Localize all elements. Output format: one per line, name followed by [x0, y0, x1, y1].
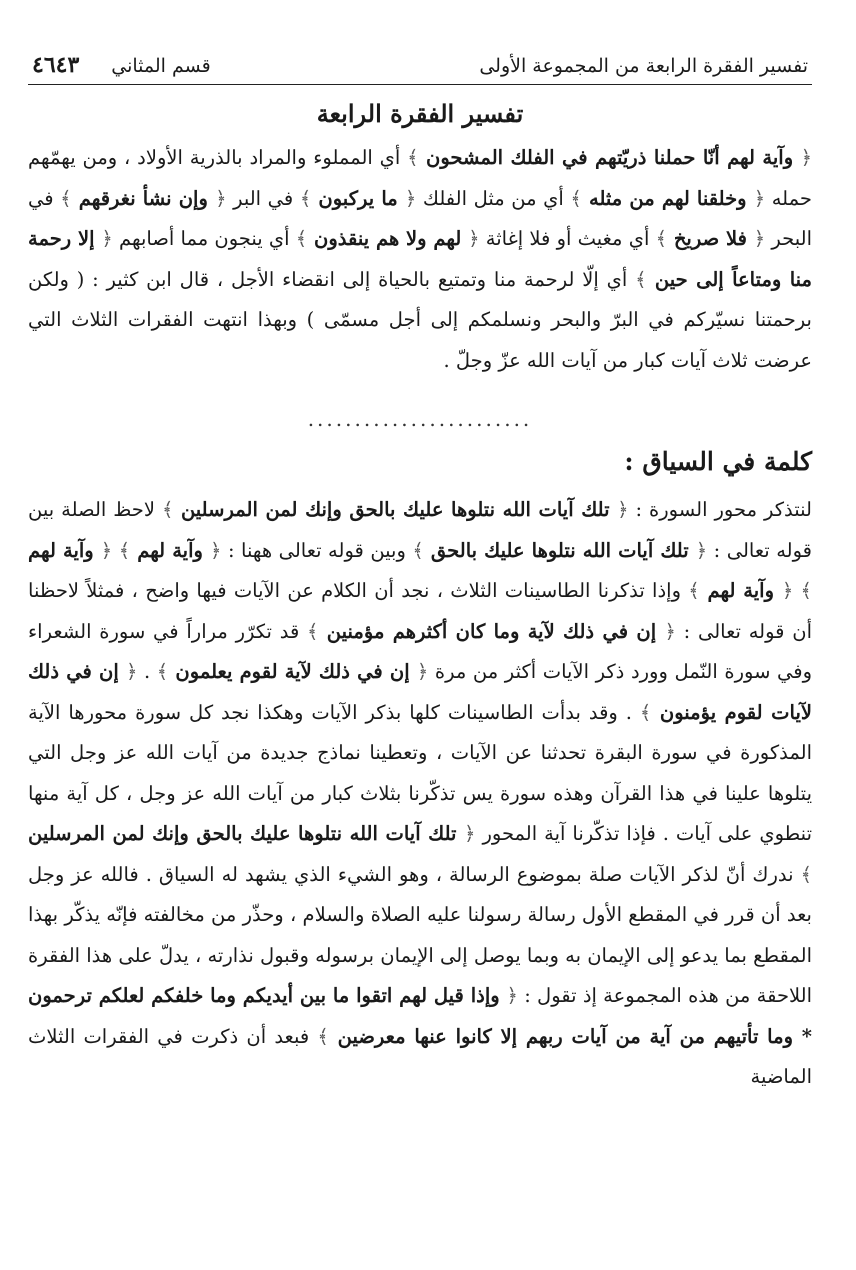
quran-verse: إن في ذلك لآية وما كان أكثرهم مؤمنين [318, 619, 665, 643]
quran-verse: ما يركبون [311, 186, 405, 210]
ornate-bracket: ﴿ [617, 498, 629, 521]
ornate-bracket: ﴾ [635, 267, 647, 291]
quran-verse: تلك آيات الله نتلوها عليك بالحق [423, 538, 696, 562]
ornate-bracket: ﴿ [464, 822, 476, 845]
ornate-bracket: ﴾ [317, 1024, 329, 1048]
quran-verse: وآية لهم [28, 538, 101, 562]
ornate-bracket: ﴾ [295, 227, 308, 250]
ornate-bracket: ﴾ [407, 146, 419, 169]
ornate-bracket: ﴿ [753, 186, 766, 210]
commentary-text: في البحر [28, 186, 812, 250]
quran-verse: تلك آيات الله نتلوها عليك بالحق وإنك لمن المرسلين [173, 498, 618, 521]
ornate-bracket: ﴿ [125, 660, 138, 683]
commentary-text: أي إلّا لرحمة منا وتمتيع بالحياة إلى انقضاء الأجل ، قال ابن كثير : ( ولكن برحمتنا نسيّركم في البرّ والبحر ونسلمكم إلى أجل مسمّى ) وبهذا انتهت الفقرات الثلاث التي عرضت ثلاث آيات كبار من آيات الله عزّ وجلّ . [28, 267, 812, 372]
ornate-bracket: ﴿ [664, 619, 676, 643]
ornate-bracket: ﴿ [416, 660, 429, 683]
tafsir-paragraph [28, 138, 812, 381]
ornate-bracket: ﴾ [156, 660, 169, 683]
ornate-bracket: ﴾ [60, 186, 72, 210]
commentary-text: وبين قوله تعالى ههنا : [221, 538, 413, 562]
commentary-text: . وقد بدأت الطاسينات كلها بذكر الآيات وهكذا نجد كل سورة محورها الآية المذكورة في سورة البقرة تحدثنا عن الآيات ، وتعطينا نماذج جديدة من آيات الله عز وجل التي يتلوها علينا في هذا القرآن وهذه سورة يس تذكّرنا بثلاث كبار من آيات الله عز وجل ، كل آية منها تنطوي على آيات . فإذا تذكّرنا آية المحور [28, 700, 812, 845]
running-title: تفسير الفقرة الرابعة من المجموعة الأولى [479, 55, 808, 77]
quran-verse: لهم ولا هم ينقذون [307, 227, 469, 250]
commentary-text: أي مغيث أو فلا إغاثة [479, 227, 656, 250]
quran-verse: إلا رحمة منا ومتاعاً إلى حين [28, 227, 812, 291]
commentary-text: . [137, 660, 157, 683]
quran-verse: وإن نشأ نغرقهم [71, 186, 216, 210]
commentary-text: أي المملوء والمراد بالذرية الأولاد ، ومن يهمّهم حمله [28, 146, 812, 210]
quran-verse: تلك آيات الله نتلوها عليك بالحق وإنك لمن المرسلين [28, 822, 465, 845]
dotted-separator: ........................ [307, 407, 533, 431]
commentary-text: قد تكرّر مراراً في سورة الشعراء وفي سورة النّمل وورد ذكر الآيات أكثر من مرة [28, 619, 812, 683]
running-header [28, 52, 812, 85]
quran-verse: وآية لهم [699, 579, 782, 602]
section-label: قسم المثاني [111, 55, 211, 77]
ornate-bracket: ﴿ [753, 227, 766, 250]
ornate-bracket: ﴿ [215, 186, 227, 210]
quran-verse: وخلقنا لهم من مثله [581, 186, 754, 210]
commentary-text: أي من مثل الفلك [416, 186, 571, 210]
ornate-bracket: ﴿ [695, 538, 708, 562]
ornate-bracket: ﴿ [404, 186, 417, 210]
quran-verse: فلا صريخ [667, 227, 754, 250]
quran-verse: وآية لهم أنّا حملنا ذريّتهم في الفلك المشحون [418, 146, 801, 169]
commentary-text: لنتذكر محور السورة : [628, 498, 812, 521]
ornate-bracket: ﴿ [800, 146, 812, 169]
page-number: ٤٦٤٣ [32, 52, 80, 78]
commentary-text: ندرك أنّ لذكر الآيات صلة بموضوع الرسالة ، وهو الشيء الذي يشهد له السياق . فالله عز وجل بعد أن قرر في المقطع الأول رسالة رسولنا عليه الصلاة والسلام ، وحذّر من مخالفته فإنّه يذكّر بهذا المقطع بما يدعو إلى الإيمان به وبما يوصل إلى الإيمان برسوله وقبول نذارته ، يدلّ على هذا الفقرة اللاحقة من هذه المجموعة إذ تقول : [28, 862, 812, 1007]
ornate-bracket: ﴿ [468, 227, 480, 250]
quran-verse: وإذا قيل لهم اتقوا ما بين أيديكم وما خلفكم لعلكم ترحمون * وما تأتيهم من آية من آيات ربهم إلا كانوا عنها معرضين [28, 984, 812, 1048]
section-title: تفسير الفقرة الرابعة [316, 99, 524, 128]
ornate-bracket: ﴾ [307, 619, 319, 643]
ornate-bracket: ﴾ [655, 227, 668, 250]
commentary-text: فبعد أن ذكرت في الفقرات الثلاث الماضية [28, 1024, 812, 1088]
ornate-bracket: ﴾ [570, 186, 582, 210]
context-title: كلمة في السياق : [624, 447, 812, 476]
commentary-text: في البر [226, 186, 300, 210]
ornate-bracket: ﴿ [101, 227, 113, 250]
commentary-text: لاحظ الصلة بين قوله تعالى : [28, 498, 812, 562]
quran-verse: إن في ذلك لآيات لقوم يؤمنون [28, 660, 812, 724]
ornate-bracket: ﴾ [161, 498, 174, 521]
ornate-bracket: ﴿ [506, 984, 518, 1007]
ornate-bracket: ﴾ [800, 862, 812, 886]
ornate-bracket: ﴾ ﴿ [100, 538, 131, 562]
ornate-bracket: ﴾ [299, 186, 312, 210]
commentary-text: أي ينجون مما أصابهم [112, 227, 296, 250]
quran-verse: وآية لهم [130, 538, 211, 562]
ornate-bracket: ﴾ [688, 579, 700, 602]
ornate-bracket: ﴾ [412, 538, 424, 562]
ornate-bracket: ﴿ [210, 538, 222, 562]
ornate-bracket: ﴾ ﴿ [781, 579, 812, 602]
header-left-group [32, 52, 211, 78]
commentary-text: وإذا تذكرنا الطاسينات الثلاث ، نجد أن الكلام عن الآيات فيها واضح ، فمثلاً لاحظنا أن قوله تعالى : [28, 579, 812, 643]
quran-verse: إن في ذلك لآية لقوم يعلمون [168, 660, 417, 683]
ornate-bracket: ﴾ [639, 700, 652, 724]
context-paragraph [28, 490, 812, 1098]
